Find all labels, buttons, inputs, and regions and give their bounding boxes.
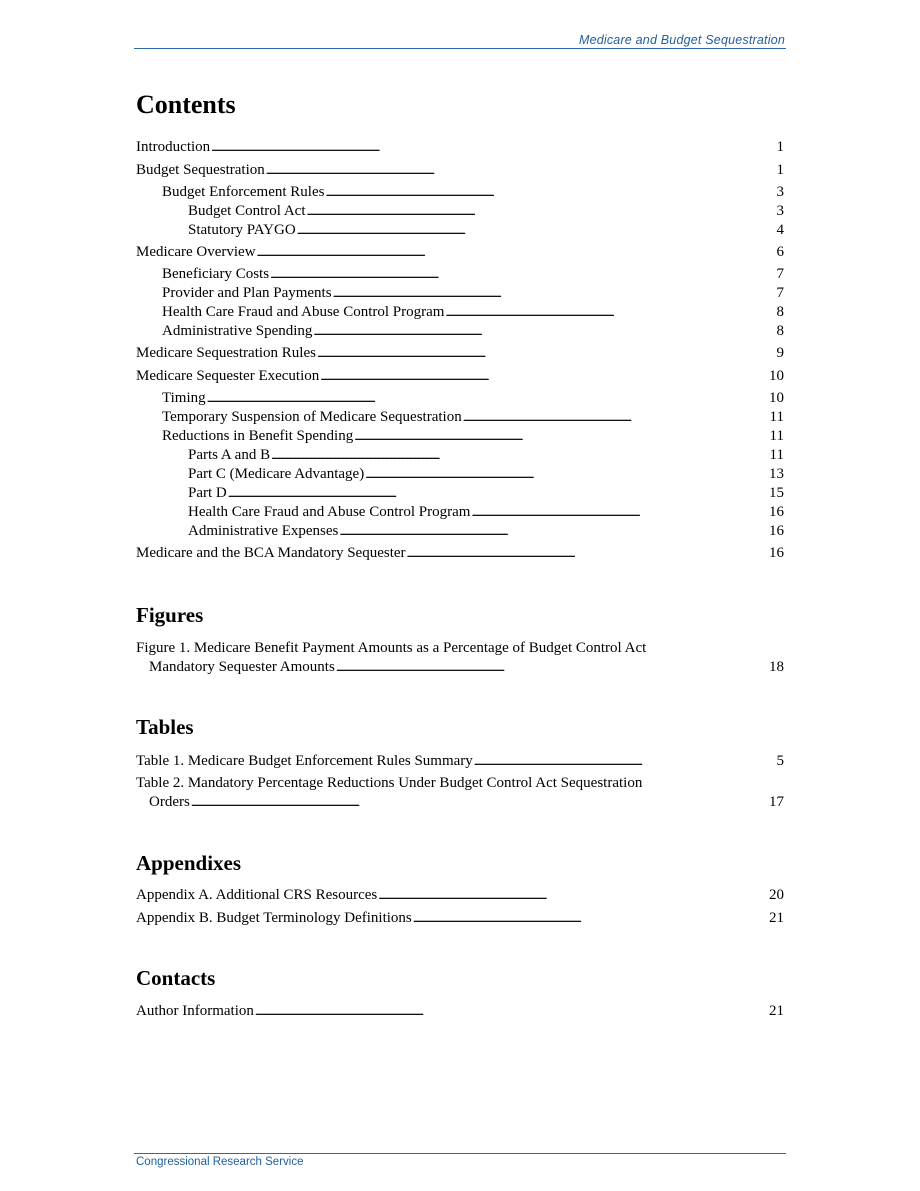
toc-entry[interactable]: Budget Control Act . . . 3	[136, 202, 784, 221]
toc-entry[interactable]: Statutory PAYGO . . . 4	[136, 221, 784, 243]
toc-entry[interactable]: Medicare Sequester Execution . . . 10	[136, 367, 784, 389]
toc-entry[interactable]: Health Care Fraud and Abuse Control Program . . . 8	[136, 303, 784, 322]
toc-entry[interactable]: Medicare Overview . . . 6	[136, 243, 784, 265]
footer-organization: Congressional Research Service	[136, 1156, 304, 1168]
toc-entry[interactable]: Medicare Sequestration Rules . . . 9	[136, 344, 784, 367]
toc-entry[interactable]: Provider and Plan Payments . . . 7	[136, 284, 784, 303]
toc-entry[interactable]: Administrative Spending . . . 8	[136, 322, 784, 344]
appendixes-heading: Appendixes	[136, 851, 242, 875]
toc-entry[interactable]: Beneficiary Costs . . . 7	[136, 265, 784, 284]
toc-entry[interactable]: Table 2. Mandatory Percentage Reductions Under Budget Control Act Sequestration Orders . . . 17	[136, 774, 784, 812]
toc-entry[interactable]: Part D . . . 15	[136, 484, 784, 503]
running-header	[134, 0, 786, 49]
toc-entry[interactable]: Timing . . . 10	[136, 389, 784, 408]
toc-entry[interactable]: Appendix A. Additional CRS Resources . . . 20	[136, 886, 784, 909]
footer-rule	[134, 1153, 786, 1154]
toc-entry[interactable]: Figure 1. Medicare Benefit Payment Amounts as a Percentage of Budget Control Act Mandatory Sequester Amounts . . . 18	[136, 639, 784, 677]
toc-entry[interactable]: Budget Enforcement Rules . . . 3	[136, 183, 784, 202]
toc-entry[interactable]: Health Care Fraud and Abuse Control Program . . . 16	[136, 503, 784, 522]
toc-entry[interactable]: Appendix B. Budget Terminology Definitions . . . 21	[136, 909, 784, 928]
tables-heading: Tables	[136, 715, 194, 739]
toc-entry[interactable]: Administrative Expenses . . . 16	[136, 522, 784, 544]
toc-entry[interactable]: Parts A and B . . . 11	[136, 446, 784, 465]
toc-entry[interactable]: Table 1. Medicare Budget Enforcement Rules Summary . . . 5	[136, 752, 784, 774]
contents-heading: Contents	[136, 90, 236, 119]
toc-entry[interactable]: Reductions in Benefit Spending . . . 11	[136, 427, 784, 446]
toc-entry[interactable]: Budget Sequestration . . . 1	[136, 161, 784, 183]
toc-entry[interactable]: Medicare and the BCA Mandatory Sequester . . . 16	[136, 544, 784, 563]
contacts-heading: Contacts	[136, 966, 216, 990]
toc-entry[interactable]: Introduction . . . 1	[136, 138, 784, 161]
toc-entry[interactable]: Author Information . . . 21	[136, 1002, 784, 1021]
figures-heading: Figures	[136, 603, 204, 627]
appendixes-list	[136, 886, 784, 928]
contents-list	[136, 138, 784, 563]
tables-list	[136, 752, 784, 812]
figures-list	[136, 639, 784, 677]
contacts-list	[136, 1002, 784, 1021]
running-header-title: Medicare and Budget Sequestration	[578, 33, 785, 47]
toc-entry[interactable]: Temporary Suspension of Medicare Sequestration . . . 11	[136, 408, 784, 427]
toc-entry[interactable]: Part C (Medicare Advantage) . . . 13	[136, 465, 784, 484]
